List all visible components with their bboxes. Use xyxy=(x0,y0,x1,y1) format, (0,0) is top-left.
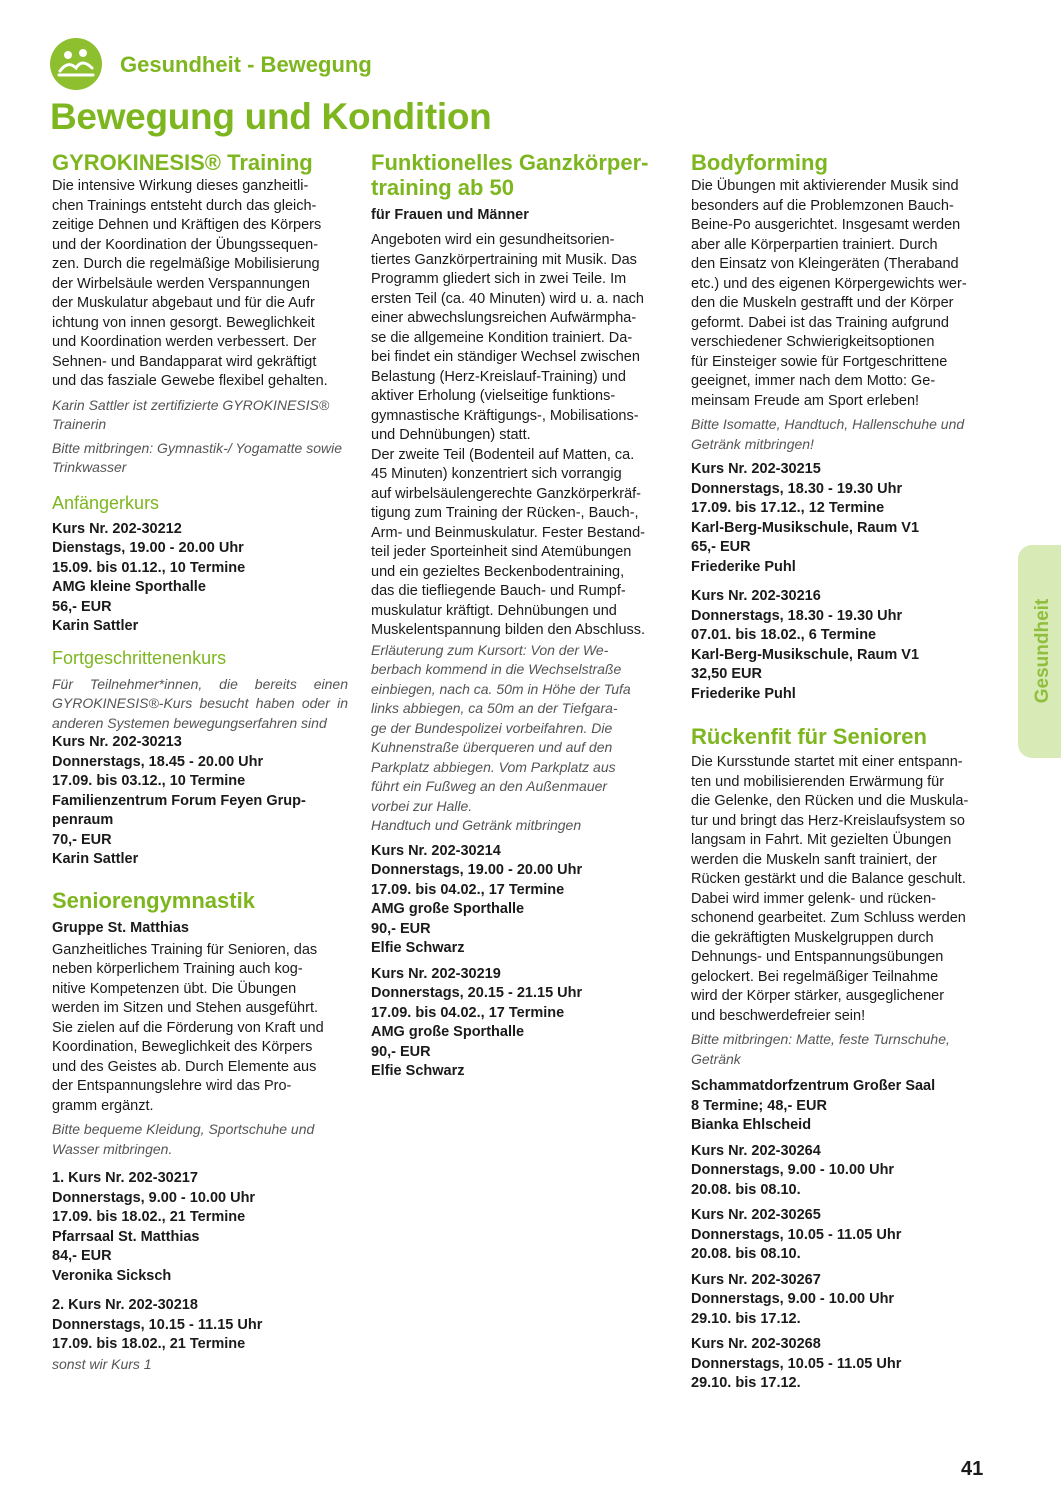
note-line: ge der Bundespolizei vorbeifahren. Die xyxy=(371,719,613,736)
course-line: 2. Kurs Nr. 202-30218 xyxy=(52,1297,198,1313)
course-line: Karin Sattler xyxy=(52,851,139,867)
bring-along-note: Bitte bequeme Kleidung, Sportschuhe und Wasser mitbringen. xyxy=(52,1121,315,1157)
text-line: tur und bringt das Herz-Kreislaufsystem so xyxy=(691,812,965,829)
text-line: der Wirbelsäule werden Verspannungen xyxy=(52,275,310,292)
course-line: AMG große Sporthalle xyxy=(371,1024,525,1040)
course-line: Karl-Berg-Musikschule, Raum V1 xyxy=(691,519,920,536)
course-line: Friederike Puhl xyxy=(691,685,796,702)
text-line: besonders auf die Problemzonen Bauch- xyxy=(691,197,954,214)
course-line: Donnerstags, 19.00 - 20.00 Uhr xyxy=(371,862,583,878)
course-line: Schammatdorfzentrum Großer Saal xyxy=(691,1078,936,1094)
bodyforming-course-2 xyxy=(691,587,987,704)
course-line: Veronika Sicksch xyxy=(52,1267,172,1284)
text-line: und Dehnübungen) statt. xyxy=(371,427,531,443)
text-line: Koordination, Beweglichkeit des Körpers xyxy=(52,1039,313,1055)
text-line: Die Übungen mit aktivierender Musik sind xyxy=(691,178,959,194)
gyrokinesis-title: GYROKINESIS® Training xyxy=(52,150,313,175)
note-line: Erläuterung zum Kursort: Von der We- xyxy=(371,641,609,658)
course-line: Dienstags, 19.00 - 20.00 Uhr xyxy=(52,540,244,556)
text-line: Dehnungs- und Entspannungsübungen xyxy=(691,949,944,965)
section-side-tab[interactable] xyxy=(1018,545,1061,758)
course-line: 70,- EUR xyxy=(52,831,112,848)
text-line: Beine-Po ausgerichtet. Insgesamt werden xyxy=(691,217,961,233)
course-line: 29.10. bis 17.12. xyxy=(691,1310,801,1327)
text-line: Ganzheitliches Training für Senioren, das xyxy=(52,941,318,958)
seniorengymnastik-subtitle: Gruppe St. Matthias xyxy=(52,919,189,936)
text-line: geeignet, immer nach dem Motto: Ge- xyxy=(691,373,936,389)
bodyforming-course-1 xyxy=(691,460,987,577)
course-line: Karl-Berg-Musikschule, Raum V1 xyxy=(691,646,920,663)
text-line: Muskelentspannung bilden den Abschluss. xyxy=(371,622,646,638)
ganzkoerper-title xyxy=(371,150,667,200)
text-line: für Einsteiger sowie für Fortgeschrittene xyxy=(691,353,948,370)
course-line: Donnerstags, 18.30 - 19.30 Uhr xyxy=(691,480,903,497)
page-number: 41 xyxy=(961,1458,984,1480)
course-line: Kurs Nr. 202-30216 xyxy=(691,588,821,604)
course-line: Donnerstags, 18.45 - 20.00 Uhr xyxy=(52,753,264,770)
text-line: neben körperlichem Training auch kog- xyxy=(52,961,303,977)
bring-along-note: Bitte Isomatte, Handtuch, Hallenschuhe und Getränk mitbringen! xyxy=(691,416,965,452)
text-line: tiertes Ganzkörpertraining mit Musik. Das xyxy=(371,251,637,268)
text-line: Programm gliedert sich in zwei Teile. Im xyxy=(371,271,627,287)
course-line: 07.01. bis 18.02., 6 Termine xyxy=(691,627,877,643)
text-line: und beschwerdefreier sein! xyxy=(691,1007,866,1024)
course-line: Bianka Ehlscheid xyxy=(691,1117,812,1133)
trainer-note: Karin Sattler ist zertifizierte GYROKINESIS® Trainerin xyxy=(52,396,330,432)
text-line: muskulatur kräftigt. Dehnübungen und xyxy=(371,602,617,619)
text-line: die Gelenke, den Rücken und die Muskula- xyxy=(691,793,969,809)
text-line: Angeboten wird ein gesundheitsorien- xyxy=(371,232,615,248)
text-line: zeitige Dehnen und Kräftigen des Körpers xyxy=(52,217,322,233)
bodyforming-description xyxy=(691,177,987,411)
category-logo xyxy=(50,38,102,90)
text-line: und Koordination werden verbessert. Der xyxy=(52,334,317,350)
course-line: Kurs Nr. 202-30219 xyxy=(371,965,501,982)
text-line: werden die Muskeln sanft trainiert, der xyxy=(691,851,937,868)
advanced-course-details xyxy=(52,733,348,870)
rueckenfit-description xyxy=(691,753,987,1026)
course-line: 90,- EUR xyxy=(371,920,431,937)
course-line: penraum xyxy=(52,812,114,828)
rueckenfit-course-2 xyxy=(691,1206,987,1265)
course-line: Donnerstags, 9.00 - 10.00 Uhr xyxy=(691,1291,895,1307)
course-line: 29.10. bis 17.12. xyxy=(691,1375,801,1391)
course-line: 17.09. bis 18.02., 21 Termine xyxy=(52,1336,246,1352)
text-line: das die tiefliegende Bauch- und Rumpf- xyxy=(371,583,626,599)
text-line: der Entspannungslehre wird das Pro- xyxy=(52,1078,292,1094)
section-label: Gesundheit - Bewegung xyxy=(120,52,372,77)
text-line: 45 Minuten) konzentriert sich vorrangig xyxy=(371,466,622,482)
text-line: und das fasziale Gewebe flexibel gehalten. xyxy=(52,373,328,389)
course-line: Kurs Nr. 202-30212 xyxy=(52,520,182,537)
beginner-course-details xyxy=(52,520,348,637)
course-line: 17.09. bis 18.02., 21 Termine xyxy=(52,1209,246,1225)
ganzkoerper-subtitle: für Frauen und Männer xyxy=(371,207,529,223)
course-line: Donnerstags, 10.05 - 11.05 Uhr xyxy=(691,1226,902,1243)
course-line: Kurs Nr. 202-30214 xyxy=(371,842,501,859)
title-line: training ab 50 xyxy=(371,175,515,200)
course-line: Friederike Puhl xyxy=(691,558,796,575)
course-line: 65,- EUR xyxy=(691,539,751,555)
course-line: 15.09. bis 01.12., 10 Termine xyxy=(52,559,246,576)
course-line: Pfarrsaal St. Matthias xyxy=(52,1228,200,1245)
text-line: Sehnen- und Bandapparat wird gekräftigt xyxy=(52,353,317,370)
course-line: 20.08. bis 08.10. xyxy=(691,1246,801,1262)
text-line: aber alle Körperpartien trainiert. Durch xyxy=(691,236,938,253)
course-note: sonst wir Kurs 1 xyxy=(52,1355,152,1372)
course-line: Kurs Nr. 202-30265 xyxy=(691,1207,821,1223)
note-line: einbiegen, nach ca. 50m in Höhe der Tufa xyxy=(371,680,631,697)
column-2 xyxy=(371,150,667,1082)
title-line: Funktionelles Ganzkörper- xyxy=(371,150,649,175)
ganzkoerper-description xyxy=(371,231,667,641)
course-line: 1. Kurs Nr. 202-30217 xyxy=(52,1170,198,1186)
rueckenfit-course-4 xyxy=(691,1335,987,1394)
course-line: Kurs Nr. 202-30268 xyxy=(691,1336,821,1352)
course-line: Kurs Nr. 202-30213 xyxy=(52,734,182,750)
text-line: etc.) und des eigenen Körpergewichts wer- xyxy=(691,275,967,292)
text-line: tigung zum Training der Rücken-, Bauch-, xyxy=(371,505,639,521)
side-tab-label: Gesundheit xyxy=(1032,598,1053,704)
text-line: Arm- und Beinmuskulatur. Fester Bestand- xyxy=(371,524,646,541)
course-line: Donnerstags, 10.15 - 11.15 Uhr xyxy=(52,1316,263,1333)
bring-along-note: Bitte mitbringen: Gymnastik-/ Yogamatte sowie Trinkwasser xyxy=(52,439,342,475)
text-line: und der Koordination der Übungssequen- xyxy=(52,236,319,253)
bring-along-note: Bitte mitbringen: Matte, feste Turnschuhe, Getränk xyxy=(691,1031,950,1067)
text-line: und ein gezieltes Beckenbodentraining, xyxy=(371,563,625,580)
text-line: langsam in Fahrt. Mit gezielten Übungen xyxy=(691,832,952,848)
note-line: berbach kommend in die Wechselstraße xyxy=(371,661,622,677)
text-line: Dabei wird immer gelenk- und rücken- xyxy=(691,890,936,907)
rueckenfit-course-3 xyxy=(691,1271,987,1330)
course-line: 17.09. bis 03.12., 10 Termine xyxy=(52,773,246,789)
course-line: 17.09. bis 04.02., 17 Termine xyxy=(371,881,565,898)
text-line: wird der Körper stärker, ausgeglichener xyxy=(691,988,945,1004)
seniorengymnastik-title: Seniorengymnastik xyxy=(52,887,255,913)
text-line: verschiedener Schwierigkeitsoptionen xyxy=(691,334,935,350)
text-line: gymnastische Kräftigungs-, Mobilisations- xyxy=(371,407,639,424)
course-line: Kurs Nr. 202-30264 xyxy=(691,1142,821,1159)
course-line: Familienzentrum Forum Feyen Grup- xyxy=(52,792,306,809)
course-line: AMG große Sporthalle xyxy=(371,901,525,917)
text-line: geformt. Dabei ist das Training aufgrund xyxy=(691,314,949,331)
text-line: ichtung von innen gesorgt. Beweglichkeit xyxy=(52,314,315,331)
text-line: die gekräftigten Muskelgruppen durch xyxy=(691,929,934,946)
note-line: Kuhnenstraße überqueren und auf den xyxy=(371,739,613,755)
course-line: Kurs Nr. 202-30215 xyxy=(691,461,821,477)
course-line: Donnerstags, 10.05 - 11.05 Uhr xyxy=(691,1355,902,1372)
text-line: nitive Kompetenzen übt. Die Übungen xyxy=(52,980,297,997)
note-line: links abbiegen, ca 50m an der Tiefgara- xyxy=(371,700,618,716)
course-line: 32,50 EUR xyxy=(691,666,762,682)
course-line: Donnerstags, 9.00 - 10.00 Uhr xyxy=(52,1189,256,1206)
text-line: bei findet ein ständiger Wechsel zwischen xyxy=(371,349,640,365)
text-line: Sie zielen auf die Förderung von Kraft und xyxy=(52,1019,324,1036)
course-line: Karin Sattler xyxy=(52,618,139,634)
course-line: AMG kleine Sporthalle xyxy=(52,579,206,595)
text-line: chen Trainings entsteht durch das gleich- xyxy=(52,197,317,214)
text-line: Rücken gestärkt und die Balance geschult. xyxy=(691,871,966,887)
location-note xyxy=(371,641,667,836)
text-line: ten und mobilisierenden Erwärmung für xyxy=(691,773,945,790)
exercise-people-icon xyxy=(50,38,102,90)
text-line: den Einsatz von Kleingeräten (Theraband xyxy=(691,256,959,272)
rueckenfit-course-1 xyxy=(691,1142,987,1201)
ganzkoerper-course-1 xyxy=(371,842,667,959)
gyrokinesis-description xyxy=(52,177,348,392)
column-3 xyxy=(691,150,987,1394)
course-line: 17.09. bis 17.12., 12 Termine xyxy=(691,500,885,516)
text-line: auf wirbelsäulengerechte Ganzkörperkräf- xyxy=(371,485,641,502)
seniorengymnastik-description xyxy=(52,941,348,1117)
senior-course-1 xyxy=(52,1169,348,1286)
course-line: Donnerstags, 20.15 - 21.15 Uhr xyxy=(371,985,583,1001)
text-line: einer abwechslungsreichen Aufwärmpha- xyxy=(371,310,637,326)
text-line: se die allgemeine Kondition trainiert. Da- xyxy=(371,329,633,346)
text-line: ersten Teil (ca. 40 Minuten) wird u. a. nach xyxy=(371,290,644,307)
text-line: gelockert. Bei regelmäßiger Teilnahme xyxy=(691,968,939,985)
text-line: der Muskulatur abgebaut und für die Aufr xyxy=(52,295,315,311)
bodyforming-title: Bodyforming xyxy=(691,150,828,175)
text-line: schonend gearbeitet. Zum Schluss werden xyxy=(691,910,966,926)
course-line: Elfie Schwarz xyxy=(371,1063,465,1079)
advanced-course-title: Fortgeschrittenenkurs xyxy=(52,647,227,668)
page-title: Bewegung und Kondition xyxy=(50,96,492,137)
text-line: Die intensive Wirkung dieses ganzheitli- xyxy=(52,178,309,194)
column-1 xyxy=(52,150,348,1374)
note-line: vorbei zur Halle. xyxy=(371,797,473,814)
text-line: werden im Sitzen und Stehen ausgeführt. xyxy=(52,1000,318,1016)
note-line: führt ein Fußweg an den Außenmauer xyxy=(371,778,608,794)
note-line: Handtuch und Getränk mitbringen xyxy=(371,817,582,833)
course-line: Donnerstags, 9.00 - 10.00 Uhr xyxy=(691,1162,895,1178)
rueckenfit-title: Rückenfit für Senioren xyxy=(691,724,927,749)
text-line: zen. Durch die regelmäßige Mobilisierung xyxy=(52,256,320,272)
course-line: 17.09. bis 04.02., 17 Termine xyxy=(371,1004,565,1021)
text-line: meinsam Freude am Sport erleben! xyxy=(691,392,920,409)
rueckenfit-venue xyxy=(691,1077,987,1136)
beginner-course-title: Anfängerkurs xyxy=(52,492,160,513)
course-line: 8 Termine; 48,- EUR xyxy=(691,1097,827,1114)
course-line: 20.08. bis 08.10. xyxy=(691,1181,801,1198)
course-line: 84,- EUR xyxy=(52,1248,112,1264)
text-line: Belastung (Herz-Kreislauf-Training) und xyxy=(371,368,626,385)
course-line: Kurs Nr. 202-30267 xyxy=(691,1271,821,1288)
ganzkoerper-course-2 xyxy=(371,965,667,1082)
text-line: Der zweite Teil (Bodenteil auf Matten, ca. xyxy=(371,446,635,463)
text-line: den die Muskeln gestrafft und der Körper xyxy=(691,295,954,311)
course-line: 56,- EUR xyxy=(52,598,112,615)
text-line: Die Kursstunde startet mit einer entspann- xyxy=(691,754,963,770)
course-line: Donnerstags, 18.30 - 19.30 Uhr xyxy=(691,607,903,624)
course-line: 90,- EUR xyxy=(371,1043,431,1060)
text-line: und des Geistes ab. Durch Elemente aus xyxy=(52,1058,317,1075)
text-line: gramm ergänzt. xyxy=(52,1097,154,1114)
advanced-course-note: Für Teilnehmer*innen, die bereits einen GYROKINESIS®-Kurs besucht haben oder in anderen Systemen bewegungserfahren sind xyxy=(52,675,348,731)
note-line: Parkplatz abbiegen. Vom Parkplatz aus xyxy=(371,758,616,775)
text-line: aktiver Erholung (vielseitige funktions- xyxy=(371,388,616,404)
text-line: teil jeder Sporteinheit sind Atemübungen xyxy=(371,544,632,560)
senior-course-2 xyxy=(52,1296,348,1355)
course-line: Elfie Schwarz xyxy=(371,940,465,956)
